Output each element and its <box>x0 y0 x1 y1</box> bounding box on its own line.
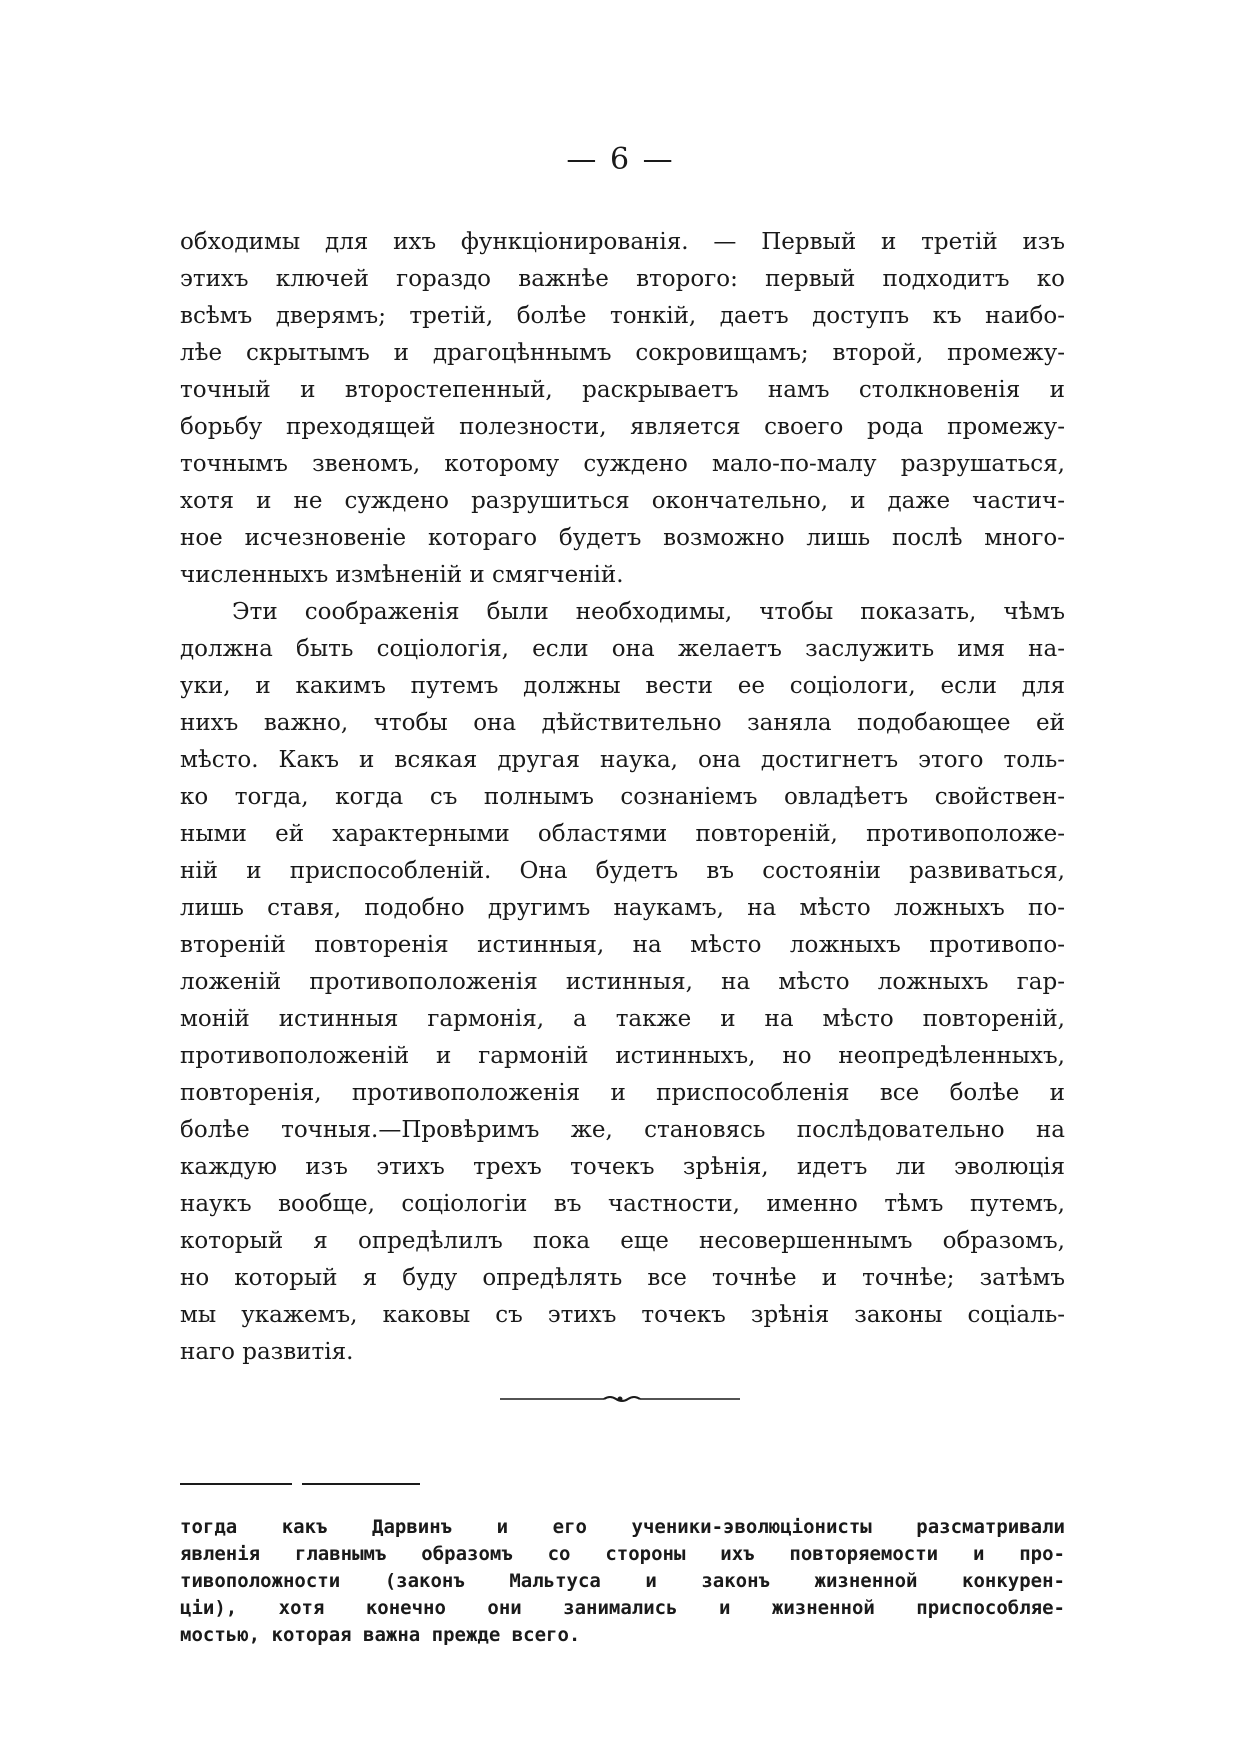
text-line: противоположеній и гармоній истинныхъ, но неопредѣленныхъ, <box>180 1043 1065 1069</box>
footnote-line: мостью, которая важна прежде всего. <box>180 1624 581 1646</box>
text-line: должна быть соціологія, если она желаетъ заслужить имя на- <box>180 636 1065 662</box>
footnote-line: тивоположности (законъ Мальтуса и законъ жизненной конкурен- <box>180 1570 1065 1592</box>
text-line: ко тогда, когда съ полнымъ сознаніемъ овладѣетъ свойствен- <box>180 784 1065 810</box>
text-line: ній и приспособленій. Она будетъ въ состояніи развиваться, <box>180 858 1065 884</box>
text-line: лишь ставя, подобно другимъ наукамъ, на мѣсто ложныхъ по- <box>180 895 1065 921</box>
text-line: нихъ важно, чтобы она дѣйствительно заняла подобающее ей <box>180 710 1065 736</box>
text-line: хотя и не суждено разрушиться окончательно, и даже частич- <box>180 488 1065 514</box>
paragraph-start-line: Эти соображенія были необходимы, чтобы показать, чѣмъ <box>232 599 1065 625</box>
text-line: борьбу преходящей полезности, является своего рода промежу- <box>180 414 1065 440</box>
text-line: лѣе скрытымъ и драгоцѣннымъ сокровищамъ; второй, промежу- <box>180 340 1065 366</box>
ornament-divider <box>500 1394 740 1404</box>
footnote-separator <box>180 1483 420 1485</box>
text-line: этихъ ключей гораздо важнѣе второго: первый подходитъ ко <box>180 266 1065 292</box>
body-text <box>180 224 1065 1371</box>
text-line: всѣмъ дверямъ; третій, болѣе тонкій, даетъ доступъ къ наибо- <box>180 303 1065 329</box>
text-line: который я опредѣлилъ пока еще несовершеннымъ образомъ, <box>180 1228 1065 1254</box>
footnote-line: ціи), хотя конечно они занимались и жизненной приспособляе- <box>180 1597 1065 1619</box>
text-line: моній истинныя гармонія, а также и на мѣсто повтореній, <box>180 1006 1065 1032</box>
text-line: наукъ вообще, соціологіи въ частности, именно тѣмъ путемъ, <box>180 1191 1065 1217</box>
text-line: точнымъ звеномъ, которому суждено мало-по-малу разрушаться, <box>180 451 1065 477</box>
text-line: ное исчезновеніе котораго будетъ возможно лишь послѣ много- <box>180 525 1065 551</box>
text-line: мѣсто. Какъ и всякая другая наука, она достигнетъ этого толь- <box>180 747 1065 773</box>
text-line: втореній повторенія истинныя, на мѣсто ложныхъ противопо- <box>180 932 1065 958</box>
text-line: болѣе точныя.—Провѣримъ же, становясь послѣдовательно на <box>180 1117 1065 1143</box>
text-line: мы укажемъ, каковы съ этихъ точекъ зрѣнія законы соціаль- <box>180 1302 1065 1328</box>
text-line: повторенія, противоположенія и приспособленія все болѣе и <box>180 1080 1065 1106</box>
footnote-line: тогда какъ Дарвинъ и его ученики-эволюціонисты разсматривали <box>180 1516 1065 1538</box>
text-line: каждую изъ этихъ трехъ точекъ зрѣнія, идетъ ли эволюція <box>180 1154 1065 1180</box>
text-line: ложеній противоположенія истинныя, на мѣсто ложныхъ гар- <box>180 969 1065 995</box>
text-line: точный и второстепенный, раскрываетъ намъ столкновенія и <box>180 377 1065 403</box>
text-line: численныхъ измѣненій и смягченій. <box>180 562 624 588</box>
text-line: но который я буду опредѣлять все точнѣе и точнѣе; затѣмъ <box>180 1265 1065 1291</box>
footnote <box>180 1514 1065 1649</box>
text-line: уки, и какимъ путемъ должны вести ее соціологи, если для <box>180 673 1065 699</box>
text-line: ными ей характерными областями повтореній, противоположе- <box>180 821 1065 847</box>
page-number: — 6 — <box>566 142 675 177</box>
text-line: обходимы для ихъ функціонированія. — Первый и третій изъ <box>180 229 1065 255</box>
text-line: наго развитія. <box>180 1339 354 1365</box>
footnote-line: явленія главнымъ образомъ со стороны ихъ повторяемости и про- <box>180 1543 1065 1565</box>
